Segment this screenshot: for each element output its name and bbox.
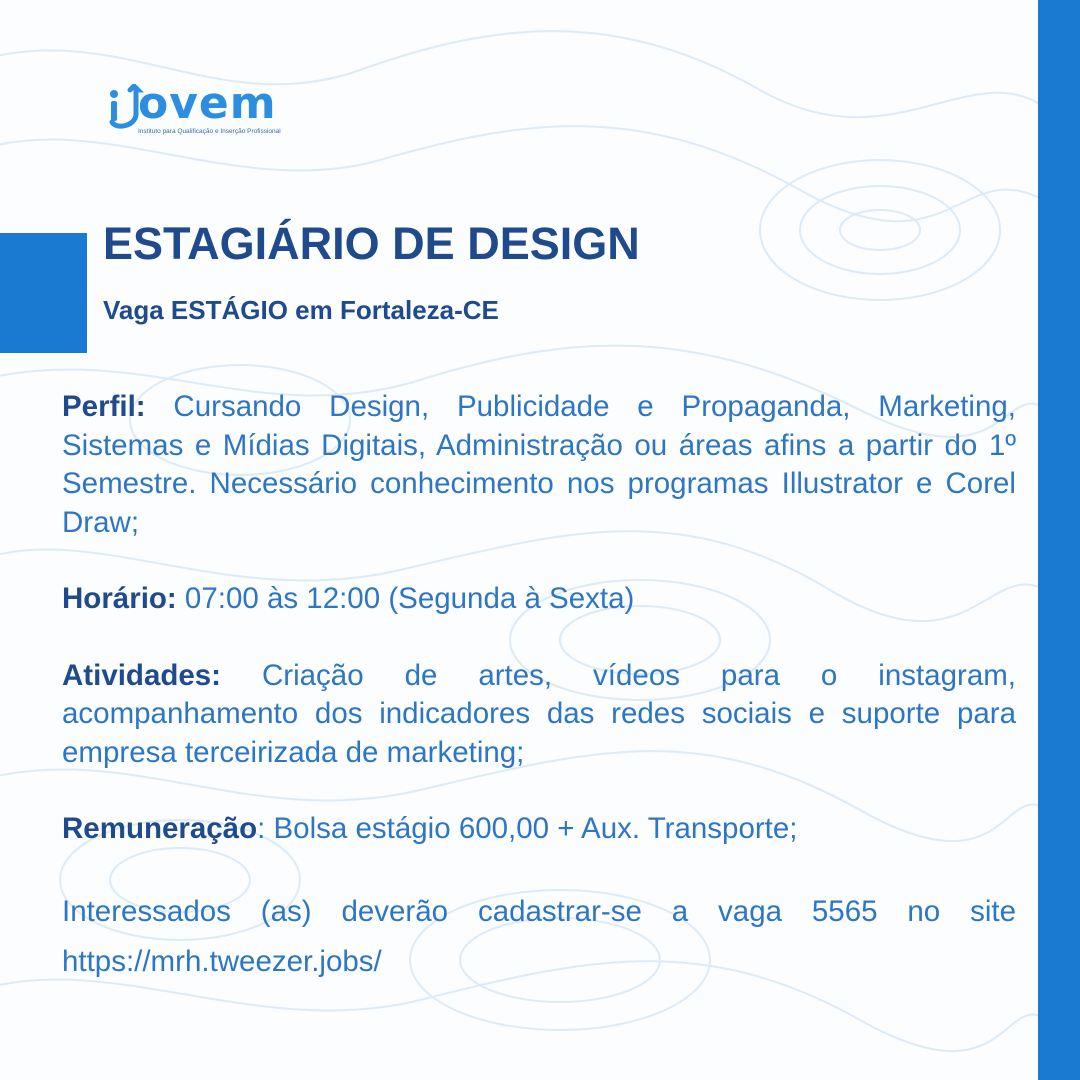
atividades-text: Criação de artes, vídeos para o instagram, acompanhamento dos indicadores das redes sociais e suporte para empresa terceirizada de marketing;: [62, 658, 1016, 769]
job-title: ESTAGIÁRIO DE DESIGN: [103, 218, 640, 269]
remuneracao-text: : Bolsa estágio 600,00 + Aux. Transporte;: [257, 812, 798, 845]
logo-tagline: Instituto para Qualificação e Inserção Profissional: [138, 128, 281, 135]
remuneracao-label: Remuneração: [62, 812, 258, 845]
perfil-label: Perfil:: [62, 390, 146, 423]
left-accent-block: [0, 233, 87, 353]
interessados-paragraph: Interessados (as) deverão cadastrar-se a vaga 5565 no site https://mrh.tweezer.jobs/: [62, 894, 1016, 978]
atividades-label: Atividades:: [62, 658, 222, 692]
job-description: [62, 388, 1016, 987]
perfil-text: Cursando Design, Publicidade e Propaganda, Marketing, Sistemas e Mídias Digitais, Administração ou áreas afins a partir do 1º Semestre. Necessário conhecimento nos programas Illustrator e Corel Draw;: [62, 390, 1016, 539]
horario-paragraph: [62, 580, 1016, 619]
remuneracao-paragraph: [62, 810, 1016, 849]
job-subtitle: Vaga ESTÁGIO em Fortaleza-CE: [103, 295, 499, 325]
perfil-paragraph: [62, 388, 1016, 542]
horario-text: 07:00 às 12:00 (Segunda à Sexta): [176, 582, 635, 615]
right-accent-bar: [1038, 0, 1080, 1080]
logo: [108, 78, 338, 142]
logo-wordmark: ovem: [138, 78, 277, 129]
horario-label: Horário:: [62, 582, 177, 615]
atividades-paragraph: [62, 657, 1016, 773]
